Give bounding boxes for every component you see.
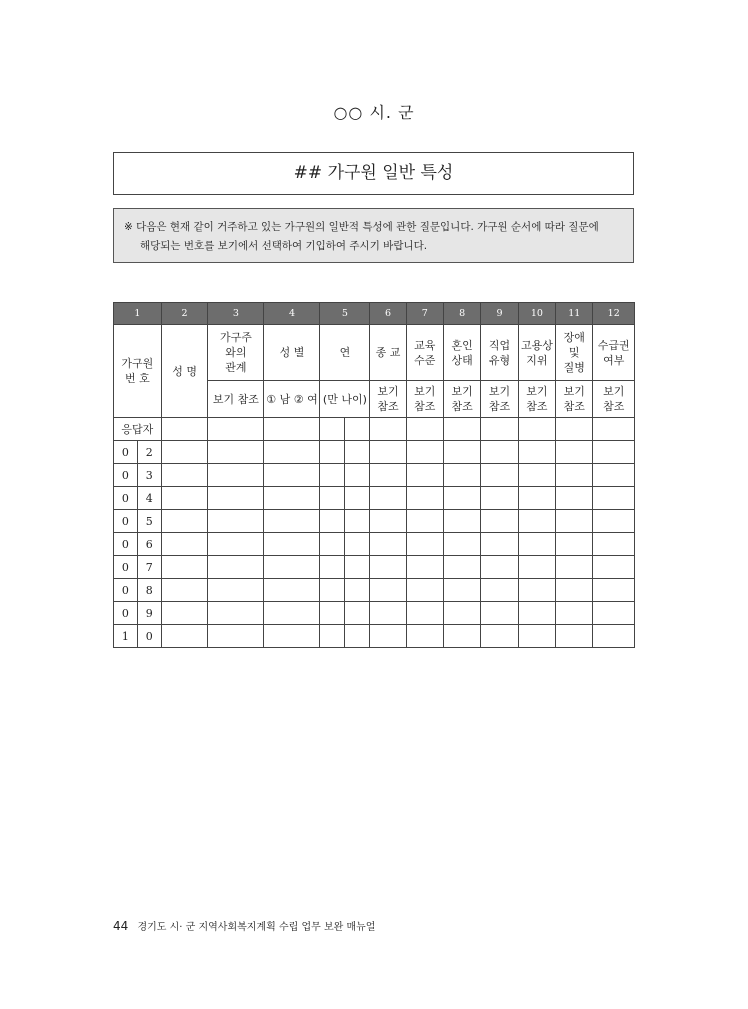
input-cell[interactable]	[518, 579, 555, 602]
input-cell[interactable]	[443, 487, 480, 510]
header-relation: 가구주 와의 관계	[208, 325, 264, 381]
input-cell[interactable]	[556, 602, 593, 625]
input-cell[interactable]	[345, 418, 370, 441]
input-cell[interactable]	[320, 602, 345, 625]
input-cell[interactable]	[320, 625, 345, 648]
input-cell[interactable]	[320, 487, 345, 510]
input-cell[interactable]	[481, 441, 518, 464]
header-education: 교육 수준	[406, 325, 443, 381]
input-cell[interactable]	[556, 441, 593, 464]
input-cell[interactable]	[370, 579, 406, 602]
input-cell[interactable]	[320, 556, 345, 579]
member-no-digit: 7	[137, 556, 161, 579]
header-row	[114, 325, 635, 381]
col-num-3: 3	[208, 303, 264, 325]
input-cell[interactable]	[481, 602, 518, 625]
input-cell[interactable]	[320, 579, 345, 602]
col-num-11: 11	[556, 303, 593, 325]
input-cell[interactable]	[345, 625, 370, 648]
header-name: 성 명	[161, 325, 208, 418]
input-cell[interactable]	[556, 464, 593, 487]
input-cell[interactable]	[208, 533, 264, 556]
col-num-10: 10	[518, 303, 555, 325]
input-cell[interactable]	[370, 556, 406, 579]
input-cell[interactable]	[208, 625, 264, 648]
header-age: 연	[320, 325, 370, 381]
input-cell[interactable]	[370, 602, 406, 625]
input-cell[interactable]	[264, 602, 320, 625]
input-cell[interactable]	[518, 602, 555, 625]
input-cell[interactable]	[556, 625, 593, 648]
input-cell[interactable]	[345, 556, 370, 579]
input-cell[interactable]	[593, 533, 635, 556]
table-row	[114, 533, 635, 556]
table-row	[114, 579, 635, 602]
input-cell[interactable]	[481, 487, 518, 510]
input-cell[interactable]	[320, 533, 345, 556]
input-cell[interactable]	[370, 533, 406, 556]
input-cell[interactable]	[345, 533, 370, 556]
input-cell[interactable]	[208, 556, 264, 579]
sub-sex: ① 남 ② 여	[264, 381, 320, 418]
header-marital: 혼인 상태	[443, 325, 480, 381]
input-cell[interactable]	[370, 510, 406, 533]
sub-education: 보기 참조	[406, 381, 443, 418]
input-cell[interactable]	[208, 464, 264, 487]
input-cell[interactable]	[406, 533, 443, 556]
input-cell[interactable]	[345, 510, 370, 533]
header-job-type: 직업 유형	[481, 325, 518, 381]
input-cell[interactable]	[264, 510, 320, 533]
input-cell[interactable]	[264, 464, 320, 487]
input-cell[interactable]	[264, 579, 320, 602]
input-cell[interactable]	[556, 556, 593, 579]
table-row	[114, 464, 635, 487]
respondent-label: 응답자	[114, 418, 162, 441]
input-cell[interactable]	[406, 602, 443, 625]
input-cell[interactable]	[593, 441, 635, 464]
input-cell[interactable]	[161, 602, 208, 625]
input-cell[interactable]	[161, 533, 208, 556]
input-cell[interactable]	[208, 510, 264, 533]
sub-benefit: 보기 참조	[593, 381, 635, 418]
input-cell[interactable]	[406, 510, 443, 533]
input-cell[interactable]	[593, 625, 635, 648]
sub-employment: 보기 참조	[518, 381, 555, 418]
header-employment: 고용상 지위	[518, 325, 555, 381]
member-no-digit: 0	[114, 464, 138, 487]
input-cell[interactable]	[556, 487, 593, 510]
col-num-7: 7	[406, 303, 443, 325]
input-cell[interactable]	[161, 487, 208, 510]
input-cell[interactable]	[345, 441, 370, 464]
table-row	[114, 441, 635, 464]
notice-box	[113, 208, 634, 263]
input-cell[interactable]	[208, 487, 264, 510]
sub-job-type: 보기 참조	[481, 381, 518, 418]
member-no-digit: 0	[114, 487, 138, 510]
input-cell[interactable]	[518, 625, 555, 648]
member-no-digit: 5	[137, 510, 161, 533]
input-cell[interactable]	[264, 625, 320, 648]
input-cell[interactable]	[320, 441, 345, 464]
col-num-9: 9	[481, 303, 518, 325]
table-row	[114, 487, 635, 510]
input-cell[interactable]	[161, 625, 208, 648]
input-cell[interactable]	[406, 487, 443, 510]
input-cell[interactable]	[481, 418, 518, 441]
member-no-digit: 0	[137, 625, 161, 648]
input-cell[interactable]	[161, 418, 208, 441]
member-no-digit: 0	[114, 556, 138, 579]
member-no-digit: 3	[137, 464, 161, 487]
table-row	[114, 556, 635, 579]
input-cell[interactable]	[443, 556, 480, 579]
input-cell[interactable]	[593, 602, 635, 625]
footer-text: 경기도 시· 군 지역사회복지계획 수립 업무 보완 매뉴얼	[137, 922, 376, 933]
input-cell[interactable]	[406, 579, 443, 602]
col-num-1: 1	[114, 303, 162, 325]
input-cell[interactable]	[481, 464, 518, 487]
input-cell[interactable]	[593, 418, 635, 441]
input-cell[interactable]	[593, 510, 635, 533]
input-cell[interactable]	[264, 533, 320, 556]
header-benefit: 수급권 여부	[593, 325, 635, 381]
notice-line-2: 해당되는 번호를 보기에서 선택하여 기입하여 주시기 바랍니다.	[140, 240, 428, 252]
input-cell[interactable]	[320, 464, 345, 487]
input-cell[interactable]	[593, 556, 635, 579]
input-cell[interactable]	[161, 464, 208, 487]
input-cell[interactable]	[264, 556, 320, 579]
member-no-digit: 0	[114, 602, 138, 625]
header-sex: 성 별	[264, 325, 320, 381]
table-row	[114, 510, 635, 533]
column-number-row	[114, 303, 635, 325]
page-number: 44	[113, 919, 129, 933]
input-cell[interactable]	[161, 441, 208, 464]
input-cell[interactable]	[161, 579, 208, 602]
input-cell[interactable]	[161, 510, 208, 533]
col-num-12: 12	[593, 303, 635, 325]
header-disability: 장애 및 질병	[556, 325, 593, 381]
header-religion: 종 교	[370, 325, 406, 381]
col-num-4: 4	[264, 303, 320, 325]
col-num-6: 6	[370, 303, 406, 325]
col-num-5: 5	[320, 303, 370, 325]
input-cell[interactable]	[370, 464, 406, 487]
input-cell[interactable]	[345, 487, 370, 510]
input-cell[interactable]	[481, 533, 518, 556]
sub-religion: 보기 참조	[370, 381, 406, 418]
notice-line-1: ※ 다음은 현재 같이 거주하고 있는 가구원의 일반적 특성에 관한 질문입니다. 가구원 순서에 따라 질문에	[124, 221, 599, 233]
input-cell[interactable]	[593, 464, 635, 487]
member-no-digit: 0	[114, 441, 138, 464]
input-cell[interactable]	[443, 625, 480, 648]
input-cell[interactable]	[345, 602, 370, 625]
member-no-digit: 0	[114, 533, 138, 556]
input-cell[interactable]	[406, 441, 443, 464]
member-no-digit: 2	[137, 441, 161, 464]
member-no-digit: 0	[114, 510, 138, 533]
input-cell[interactable]	[208, 602, 264, 625]
input-cell[interactable]	[443, 579, 480, 602]
input-cell[interactable]	[264, 487, 320, 510]
sub-relation: 보기 참조	[208, 381, 264, 418]
section-title: ## 가구원 일반 특성	[113, 152, 634, 195]
sub-disability: 보기 참조	[556, 381, 593, 418]
member-no-digit: 9	[137, 602, 161, 625]
input-cell[interactable]	[518, 510, 555, 533]
input-cell[interactable]	[556, 418, 593, 441]
sub-marital: 보기 참조	[443, 381, 480, 418]
input-cell[interactable]	[556, 579, 593, 602]
input-cell[interactable]	[406, 556, 443, 579]
input-cell[interactable]	[518, 487, 555, 510]
input-cell[interactable]	[320, 510, 345, 533]
region-title: ○○ 시. 군	[333, 103, 415, 122]
table-row	[114, 625, 635, 648]
member-no-digit: 6	[137, 533, 161, 556]
input-cell[interactable]	[443, 510, 480, 533]
member-no-digit: 0	[114, 579, 138, 602]
header-member-no: 가구원 번 호	[114, 325, 162, 418]
input-cell[interactable]	[370, 487, 406, 510]
input-cell[interactable]	[518, 418, 555, 441]
input-cell[interactable]	[161, 556, 208, 579]
input-cell[interactable]	[406, 625, 443, 648]
input-cell[interactable]	[406, 418, 443, 441]
table-row	[114, 602, 635, 625]
input-cell[interactable]	[208, 579, 264, 602]
page-footer	[113, 918, 375, 933]
input-cell[interactable]	[345, 464, 370, 487]
input-cell[interactable]	[443, 533, 480, 556]
input-cell[interactable]	[370, 625, 406, 648]
input-cell[interactable]	[481, 625, 518, 648]
input-cell[interactable]	[443, 464, 480, 487]
input-cell[interactable]	[443, 602, 480, 625]
sub-age: (만 나이)	[320, 381, 370, 418]
input-cell[interactable]	[406, 464, 443, 487]
input-cell[interactable]	[208, 418, 264, 441]
input-cell[interactable]	[556, 533, 593, 556]
input-cell[interactable]	[481, 510, 518, 533]
col-num-8: 8	[443, 303, 480, 325]
input-cell[interactable]	[593, 487, 635, 510]
input-cell[interactable]	[443, 441, 480, 464]
input-cell[interactable]	[556, 510, 593, 533]
member-no-digit: 4	[137, 487, 161, 510]
input-cell[interactable]	[208, 441, 264, 464]
input-cell[interactable]	[518, 464, 555, 487]
input-cell[interactable]	[370, 418, 406, 441]
input-cell[interactable]	[481, 556, 518, 579]
input-cell[interactable]	[370, 441, 406, 464]
input-cell[interactable]	[320, 418, 345, 441]
member-no-digit: 8	[137, 579, 161, 602]
input-cell[interactable]	[481, 579, 518, 602]
member-no-digit: 1	[114, 625, 138, 648]
col-num-2: 2	[161, 303, 208, 325]
input-cell[interactable]	[443, 418, 480, 441]
input-cell[interactable]	[593, 579, 635, 602]
respondent-row	[114, 418, 635, 441]
input-cell[interactable]	[518, 533, 555, 556]
input-cell[interactable]	[264, 418, 320, 441]
input-cell[interactable]	[264, 441, 320, 464]
input-cell[interactable]	[518, 441, 555, 464]
household-member-table	[113, 302, 635, 648]
input-cell[interactable]	[518, 556, 555, 579]
input-cell[interactable]	[345, 579, 370, 602]
member-rows	[114, 441, 635, 648]
